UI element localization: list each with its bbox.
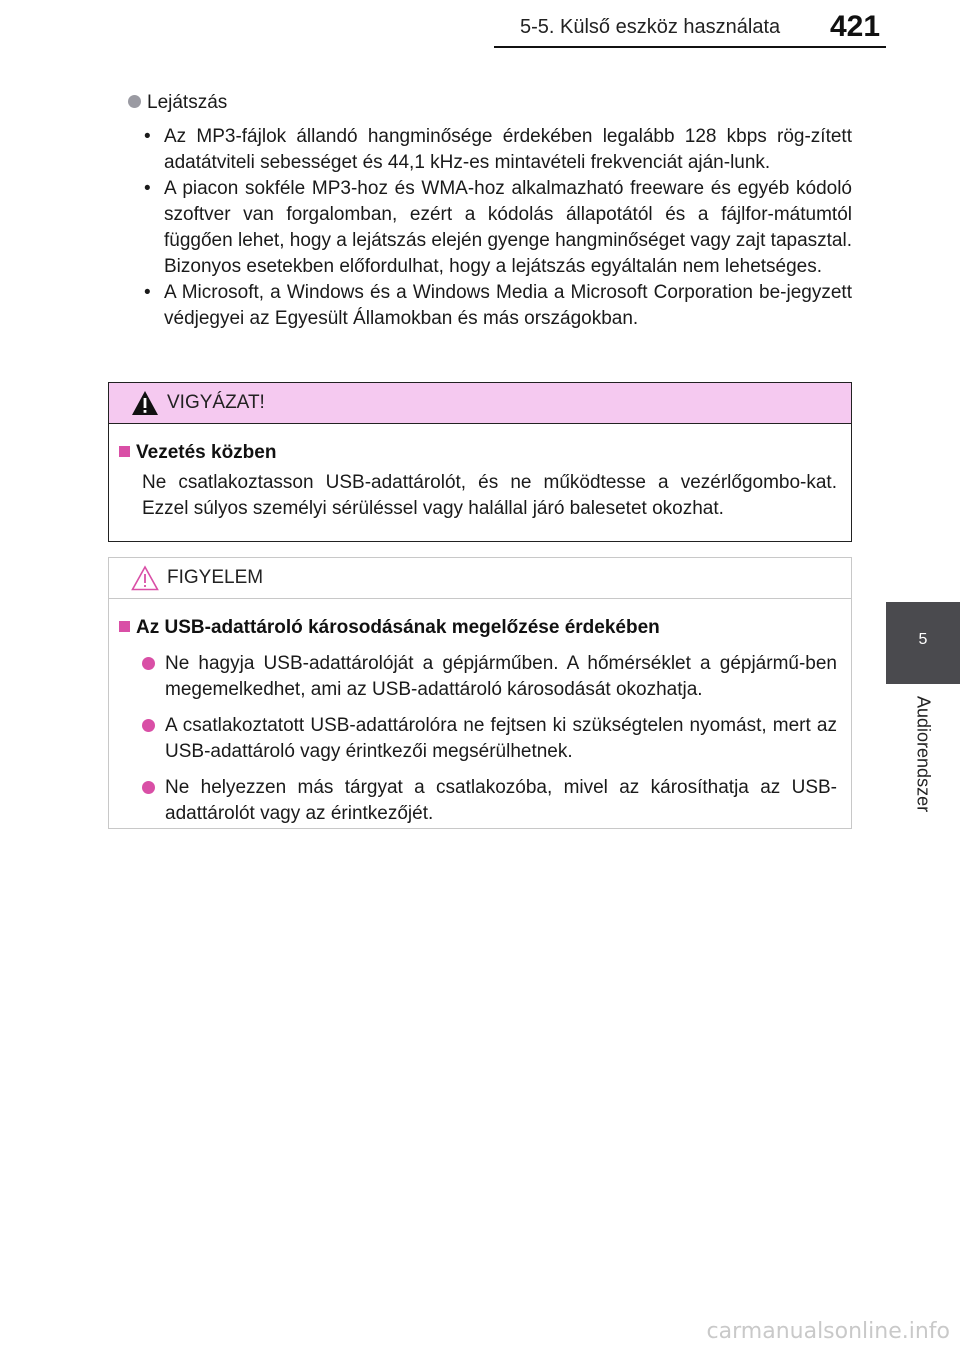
list-item-text: Ne helyezzen más tárgyat a csatlakozóba, mivel az károsíthatja az USB-adattárolót vagy az érintkezőjét.: [165, 777, 837, 824]
list-item: [119, 775, 837, 827]
bullet-dot-icon: [142, 719, 155, 732]
bullet-mark: •: [144, 282, 151, 303]
list-item: [119, 713, 837, 765]
list-item: [119, 651, 837, 703]
notice-box-header: [109, 558, 851, 599]
square-bullet-icon: [119, 446, 130, 457]
notice-box: [108, 557, 852, 829]
notice-subheading: [119, 615, 837, 641]
list-item-text: Ne hagyja USB-adattárolóját a gépjárműben. A hőmérséklet a gépjármű-ben megemelkedhet, ami az USB-adattároló károsodását okozhatja.: [165, 653, 837, 700]
square-bullet-icon: [119, 621, 130, 632]
list-item-text: Az MP3-fájlok állandó hangminősége érdekében legalább 128 kbps rög-zített adatátviteli sebességet és 44,1 kHz-es mintavételi frekvenciát aján-lunk.: [164, 126, 852, 173]
bullet-dot-icon: [128, 95, 141, 108]
bullet-dot-icon: [142, 657, 155, 670]
notice-subheading-text: Az USB-adattároló károsodásának megelőzése érdekében: [136, 617, 660, 638]
playback-heading-text: Lejátszás: [147, 92, 228, 113]
warning-box-header: [109, 383, 851, 424]
playback-heading: [128, 90, 227, 116]
chapter-tab-number: 5: [886, 602, 960, 684]
list-item-text: A piacon sokféle MP3-hoz és WMA-hoz alkalmazható freeware és egyéb kódoló szoftver van forgalomban, ezért a kódolás állapotától és a fájlfor-mátumtól függően lehet, hogy a lejátszás elején gyenge hangminőséget vagy zajt tapasztal. Bizonyos esetekben előfordulhat, hogy a lejátszás egyáltalán nem lehetséges.: [164, 178, 852, 277]
list-item: [144, 176, 852, 280]
list-item-text: A Microsoft, a Windows és a Windows Media a Microsoft Corporation be-jegyzett védjegyei az Egyesült Államokban és más országokban.: [164, 282, 852, 329]
footer-watermark: carmanualsonline.info: [706, 1319, 950, 1344]
list-item-text: A csatlakoztatott USB-adattárolóra ne fejtsen ki szükségtelen nyomást, mert az USB-adattároló vagy érintkezői megsérülhetnek.: [165, 715, 837, 762]
warning-box: [108, 382, 852, 542]
page-number: 421: [830, 10, 881, 43]
warning-triangle-icon: [131, 390, 159, 416]
header-divider: [494, 46, 886, 48]
list-item: [144, 280, 852, 332]
notice-box-body: [109, 599, 851, 827]
bullet-mark: •: [144, 178, 151, 199]
warning-text: Ne csatlakoztasson USB-adattárolót, és ne működtesse a vezérlőgombo-kat. Ezzel súlyos személyi sérüléssel vagy halállal járó balesetet okozhat.: [142, 472, 837, 519]
section-title: 5-5. Külső eszköz használata: [520, 16, 781, 38]
warning-box-body: [109, 424, 851, 522]
notice-title: FIGYELEM: [167, 567, 264, 588]
playback-list: [144, 124, 852, 332]
bullet-mark: •: [144, 126, 151, 147]
bullet-dot-icon: [142, 781, 155, 794]
warning-subheading-text: Vezetés közben: [136, 442, 277, 463]
list-item: [144, 124, 852, 176]
caution-triangle-icon: [131, 565, 159, 591]
warning-subheading: [119, 440, 837, 466]
chapter-tab-label: [886, 684, 960, 924]
warning-title: VIGYÁZAT!: [167, 392, 265, 413]
chapter-label-text: Audiorendszer: [913, 696, 934, 813]
